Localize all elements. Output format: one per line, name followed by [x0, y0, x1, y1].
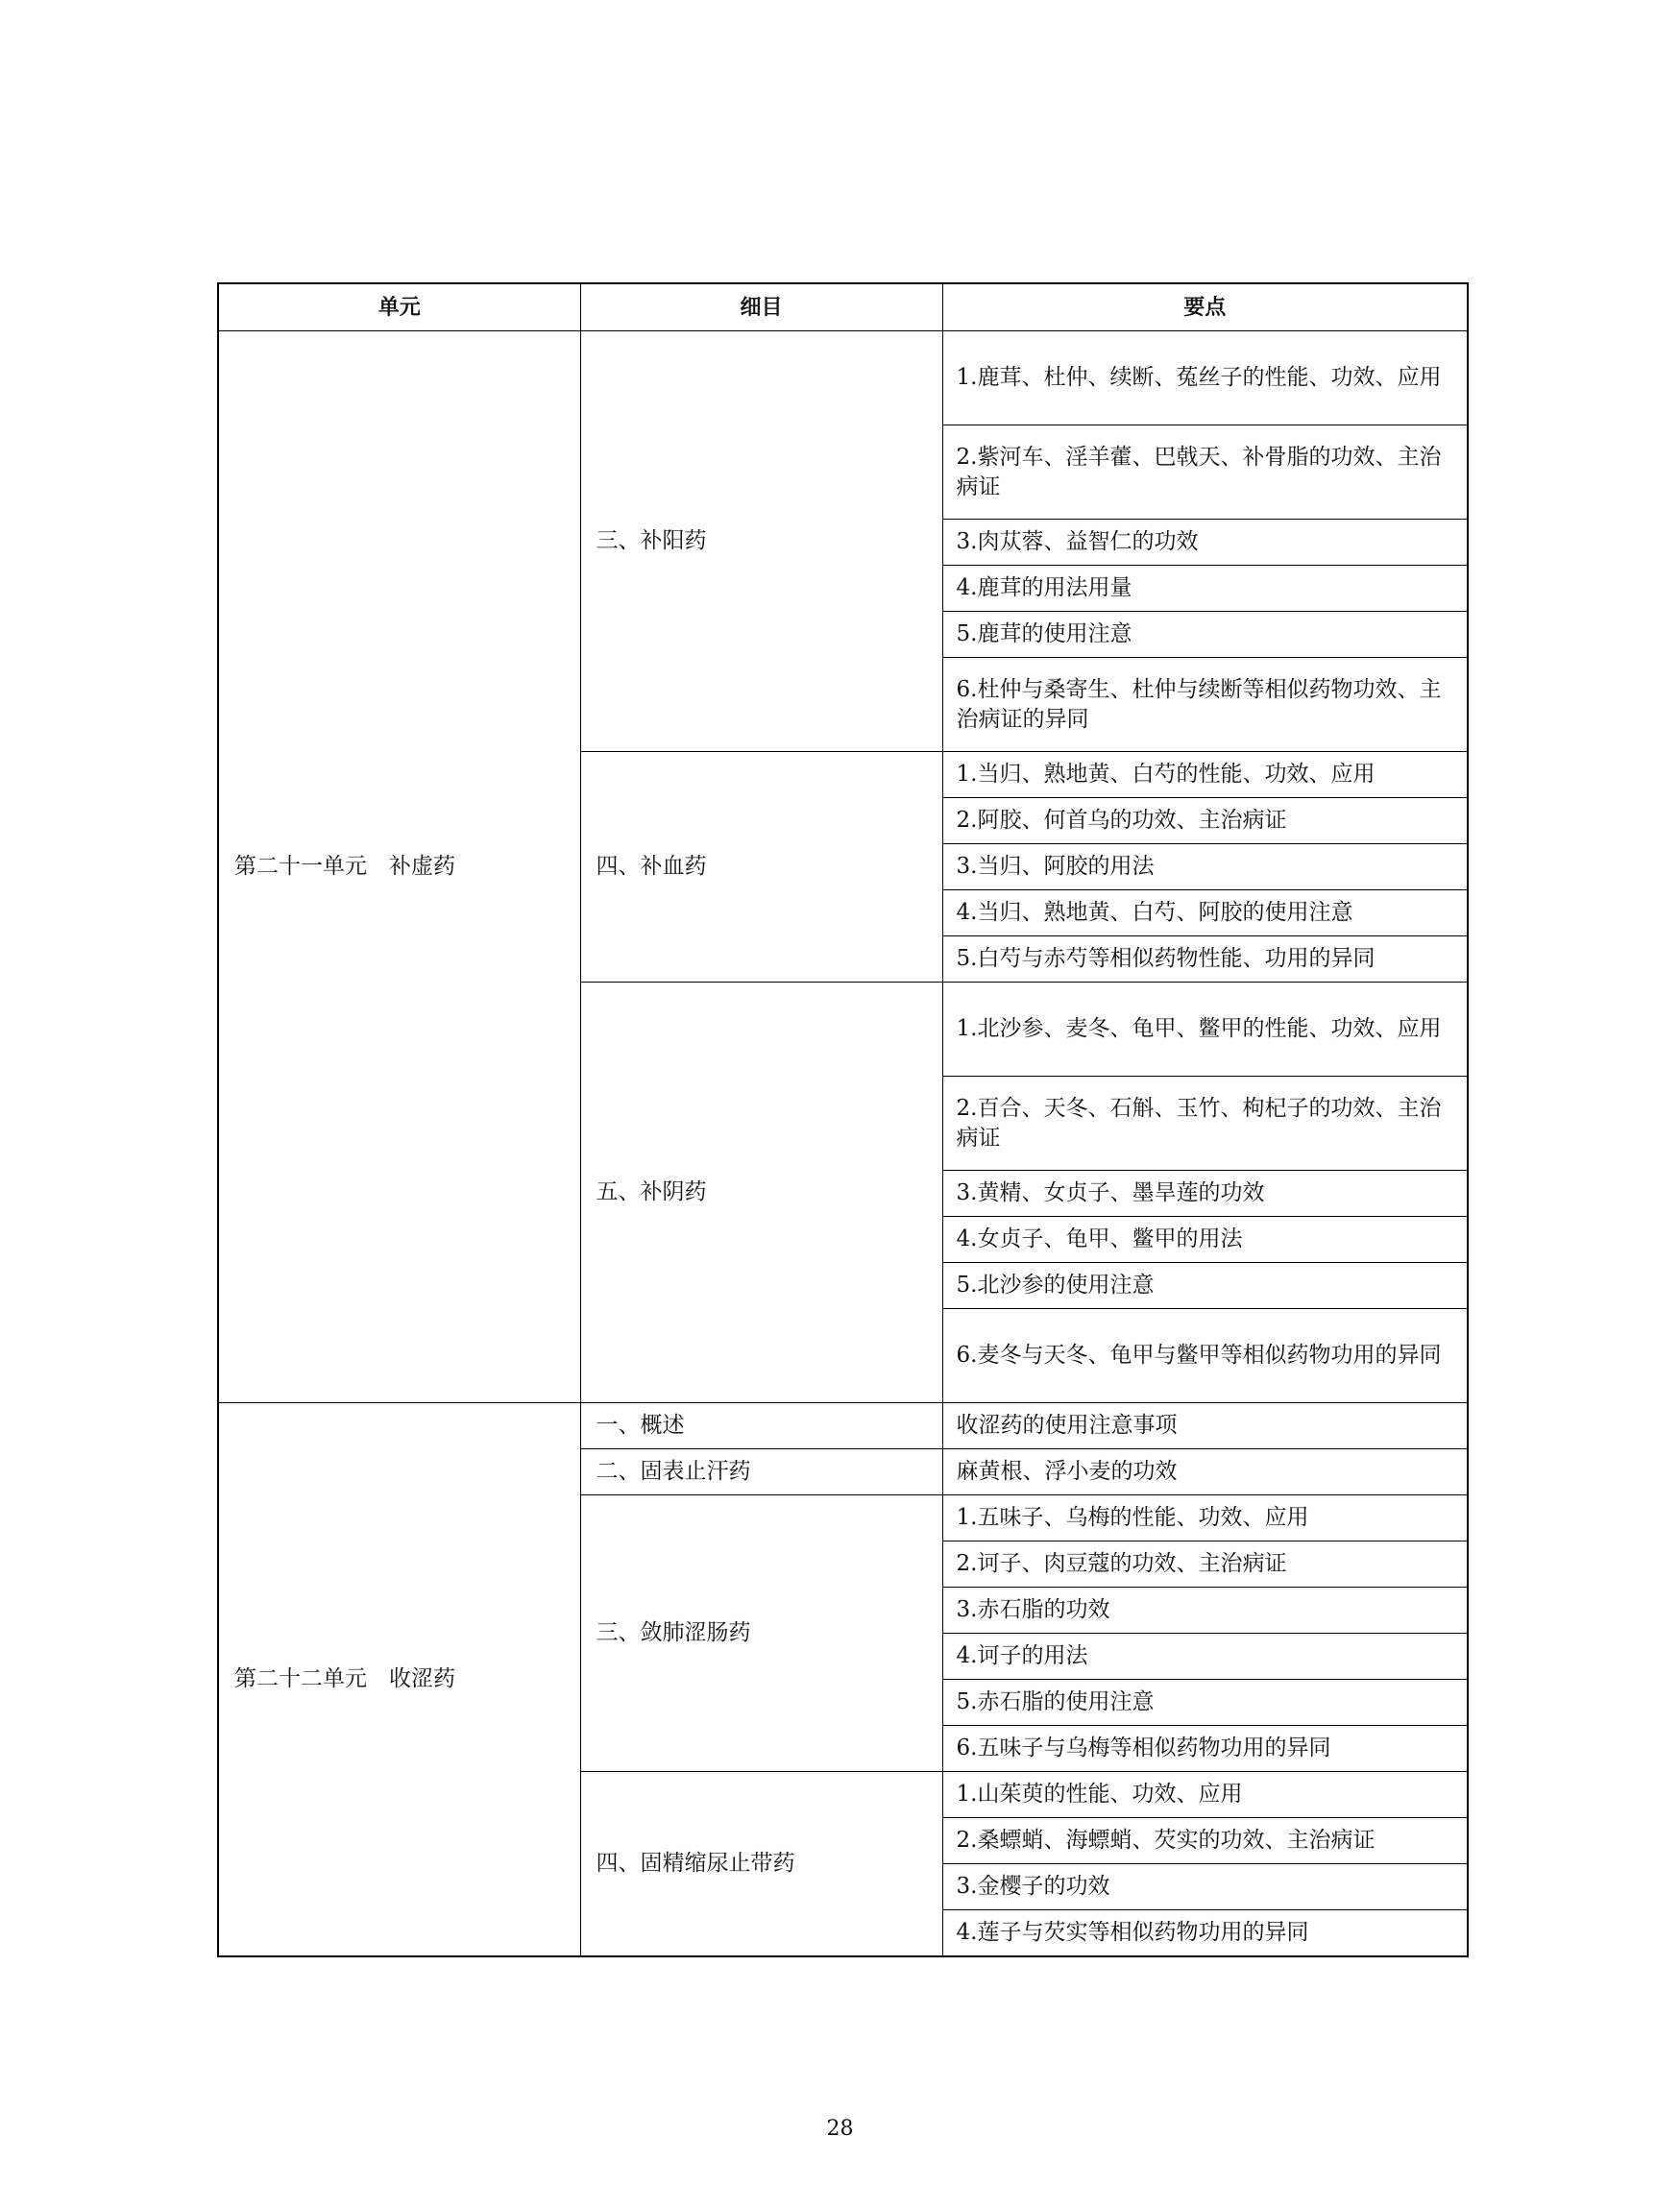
key-point-cell: 2.诃子、肉豆蔻的功效、主治病证 — [942, 1541, 1468, 1588]
key-point-cell: 4.莲子与芡实等相似药物功用的异同 — [942, 1910, 1468, 1957]
key-point-cell: 收涩药的使用注意事项 — [942, 1403, 1468, 1449]
syllabus-table — [217, 282, 1469, 1957]
unit-cell: 第二十二单元 收涩药 — [218, 1403, 580, 1957]
key-point-cell: 1.北沙参、麦冬、龟甲、鳖甲的性能、功效、应用 — [942, 983, 1468, 1077]
subsection-cell: 四、补血药 — [580, 752, 942, 983]
key-point-cell: 4.当归、熟地黄、白芍、阿胶的使用注意 — [942, 890, 1468, 936]
subsection-cell: 三、敛肺涩肠药 — [580, 1495, 942, 1772]
header-unit: 单元 — [218, 283, 580, 331]
key-point-cell: 3.肉苁蓉、益智仁的功效 — [942, 520, 1468, 566]
table-row — [218, 1403, 1468, 1449]
key-point-cell: 3.金樱子的功效 — [942, 1864, 1468, 1910]
key-point-cell: 2.百合、天冬、石斛、玉竹、枸杞子的功效、主治病证 — [942, 1077, 1468, 1171]
key-point-cell: 4.诃子的用法 — [942, 1634, 1468, 1680]
subsection-cell: 二、固表止汗药 — [580, 1449, 942, 1495]
key-point-cell: 6.杜仲与桑寄生、杜仲与续断等相似药物功效、主治病证的异同 — [942, 658, 1468, 752]
key-point-cell: 麻黄根、浮小麦的功效 — [942, 1449, 1468, 1495]
header-row — [218, 283, 1468, 331]
key-point-cell: 1.五味子、乌梅的性能、功效、应用 — [942, 1495, 1468, 1541]
key-point-cell: 5.白芍与赤芍等相似药物性能、功用的异同 — [942, 936, 1468, 983]
key-point-cell: 5.鹿茸的使用注意 — [942, 612, 1468, 658]
key-point-cell: 6.五味子与乌梅等相似药物功用的异同 — [942, 1726, 1468, 1772]
key-point-cell: 4.女贞子、龟甲、鳖甲的用法 — [942, 1217, 1468, 1263]
key-point-cell: 5.赤石脂的使用注意 — [942, 1680, 1468, 1726]
subsection-cell: 五、补阴药 — [580, 983, 942, 1403]
subsection-cell: 三、补阳药 — [580, 331, 942, 752]
unit-cell: 第二十一单元 补虚药 — [218, 331, 580, 1403]
key-point-cell: 1.山茱萸的性能、功效、应用 — [942, 1772, 1468, 1818]
key-point-cell: 6.麦冬与天冬、龟甲与鳖甲等相似药物功用的异同 — [942, 1309, 1468, 1403]
key-point-cell: 4.鹿茸的用法用量 — [942, 566, 1468, 612]
key-point-cell: 1.当归、熟地黄、白芍的性能、功效、应用 — [942, 752, 1468, 798]
subsection-cell: 四、固精缩尿止带药 — [580, 1772, 942, 1957]
key-point-cell: 2.紫河车、淫羊藿、巴戟天、补骨脂的功效、主治病证 — [942, 425, 1468, 520]
subsection-cell: 一、概述 — [580, 1403, 942, 1449]
key-point-cell: 1.鹿茸、杜仲、续断、菟丝子的性能、功效、应用 — [942, 331, 1468, 425]
key-point-cell: 2.阿胶、何首乌的功效、主治病证 — [942, 798, 1468, 844]
key-point-cell: 5.北沙参的使用注意 — [942, 1263, 1468, 1309]
page-number: 28 — [826, 2117, 854, 2141]
key-point-cell: 3.黄精、女贞子、墨旱莲的功效 — [942, 1171, 1468, 1217]
key-point-cell: 3.赤石脂的功效 — [942, 1588, 1468, 1634]
header-key-points: 要点 — [942, 283, 1468, 331]
key-point-cell: 2.桑螵蛸、海螵蛸、芡实的功效、主治病证 — [942, 1818, 1468, 1864]
key-point-cell: 3.当归、阿胶的用法 — [942, 844, 1468, 890]
header-subsection: 细目 — [580, 283, 942, 331]
table-row — [218, 331, 1468, 425]
